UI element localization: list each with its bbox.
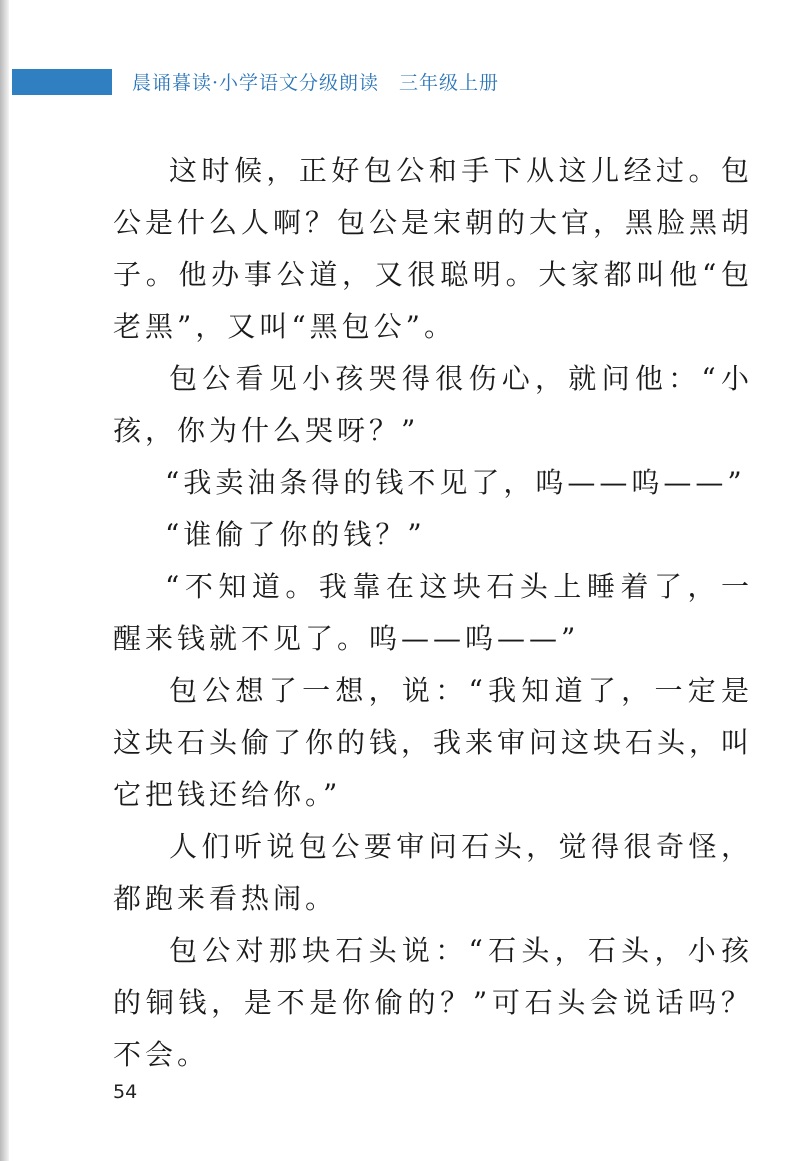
paragraph: “不知道。我靠在这块石头上睡着了，一醒来钱就不见了。呜——呜——” xyxy=(113,570,753,655)
paragraph: “谁偷了你的钱？” xyxy=(165,518,426,551)
page-binding-edge xyxy=(0,0,9,1161)
page-body xyxy=(113,145,753,1081)
paragraph: 包公看见小孩哭得很伤心，就问他：“小孩，你为什么哭呀？” xyxy=(113,362,753,447)
paragraph: 包公想了一想，说：“我知道了，一定是这块石头偷了你的钱，我来审问这块石头，叫它把钱还给你。” xyxy=(113,674,754,811)
page-number: 54 xyxy=(113,1081,138,1103)
header-accent-bar xyxy=(12,69,112,95)
paragraph: 这时候，正好包公和手下从这儿经过。包公是什么人啊？包公是宋朝的大官，黑脸黑胡子。他办事公道，又很聪明。大家都叫他“包老黑”，又叫“黑包公”。 xyxy=(113,154,754,343)
paragraph: 包公对那块石头说：“石头，石头，小孩的铜钱，是不是你偷的？”可石头会说话吗？不会。 xyxy=(113,934,753,1071)
paragraph: 人们听说包公要审问石头，觉得很奇怪，都跑来看热闹。 xyxy=(113,830,753,915)
running-header-title: 晨诵暮读·小学语文分级朗读 三年级上册 xyxy=(132,72,500,94)
paragraph: “我卖油条得的钱不见了，呜——呜——” xyxy=(165,466,746,499)
